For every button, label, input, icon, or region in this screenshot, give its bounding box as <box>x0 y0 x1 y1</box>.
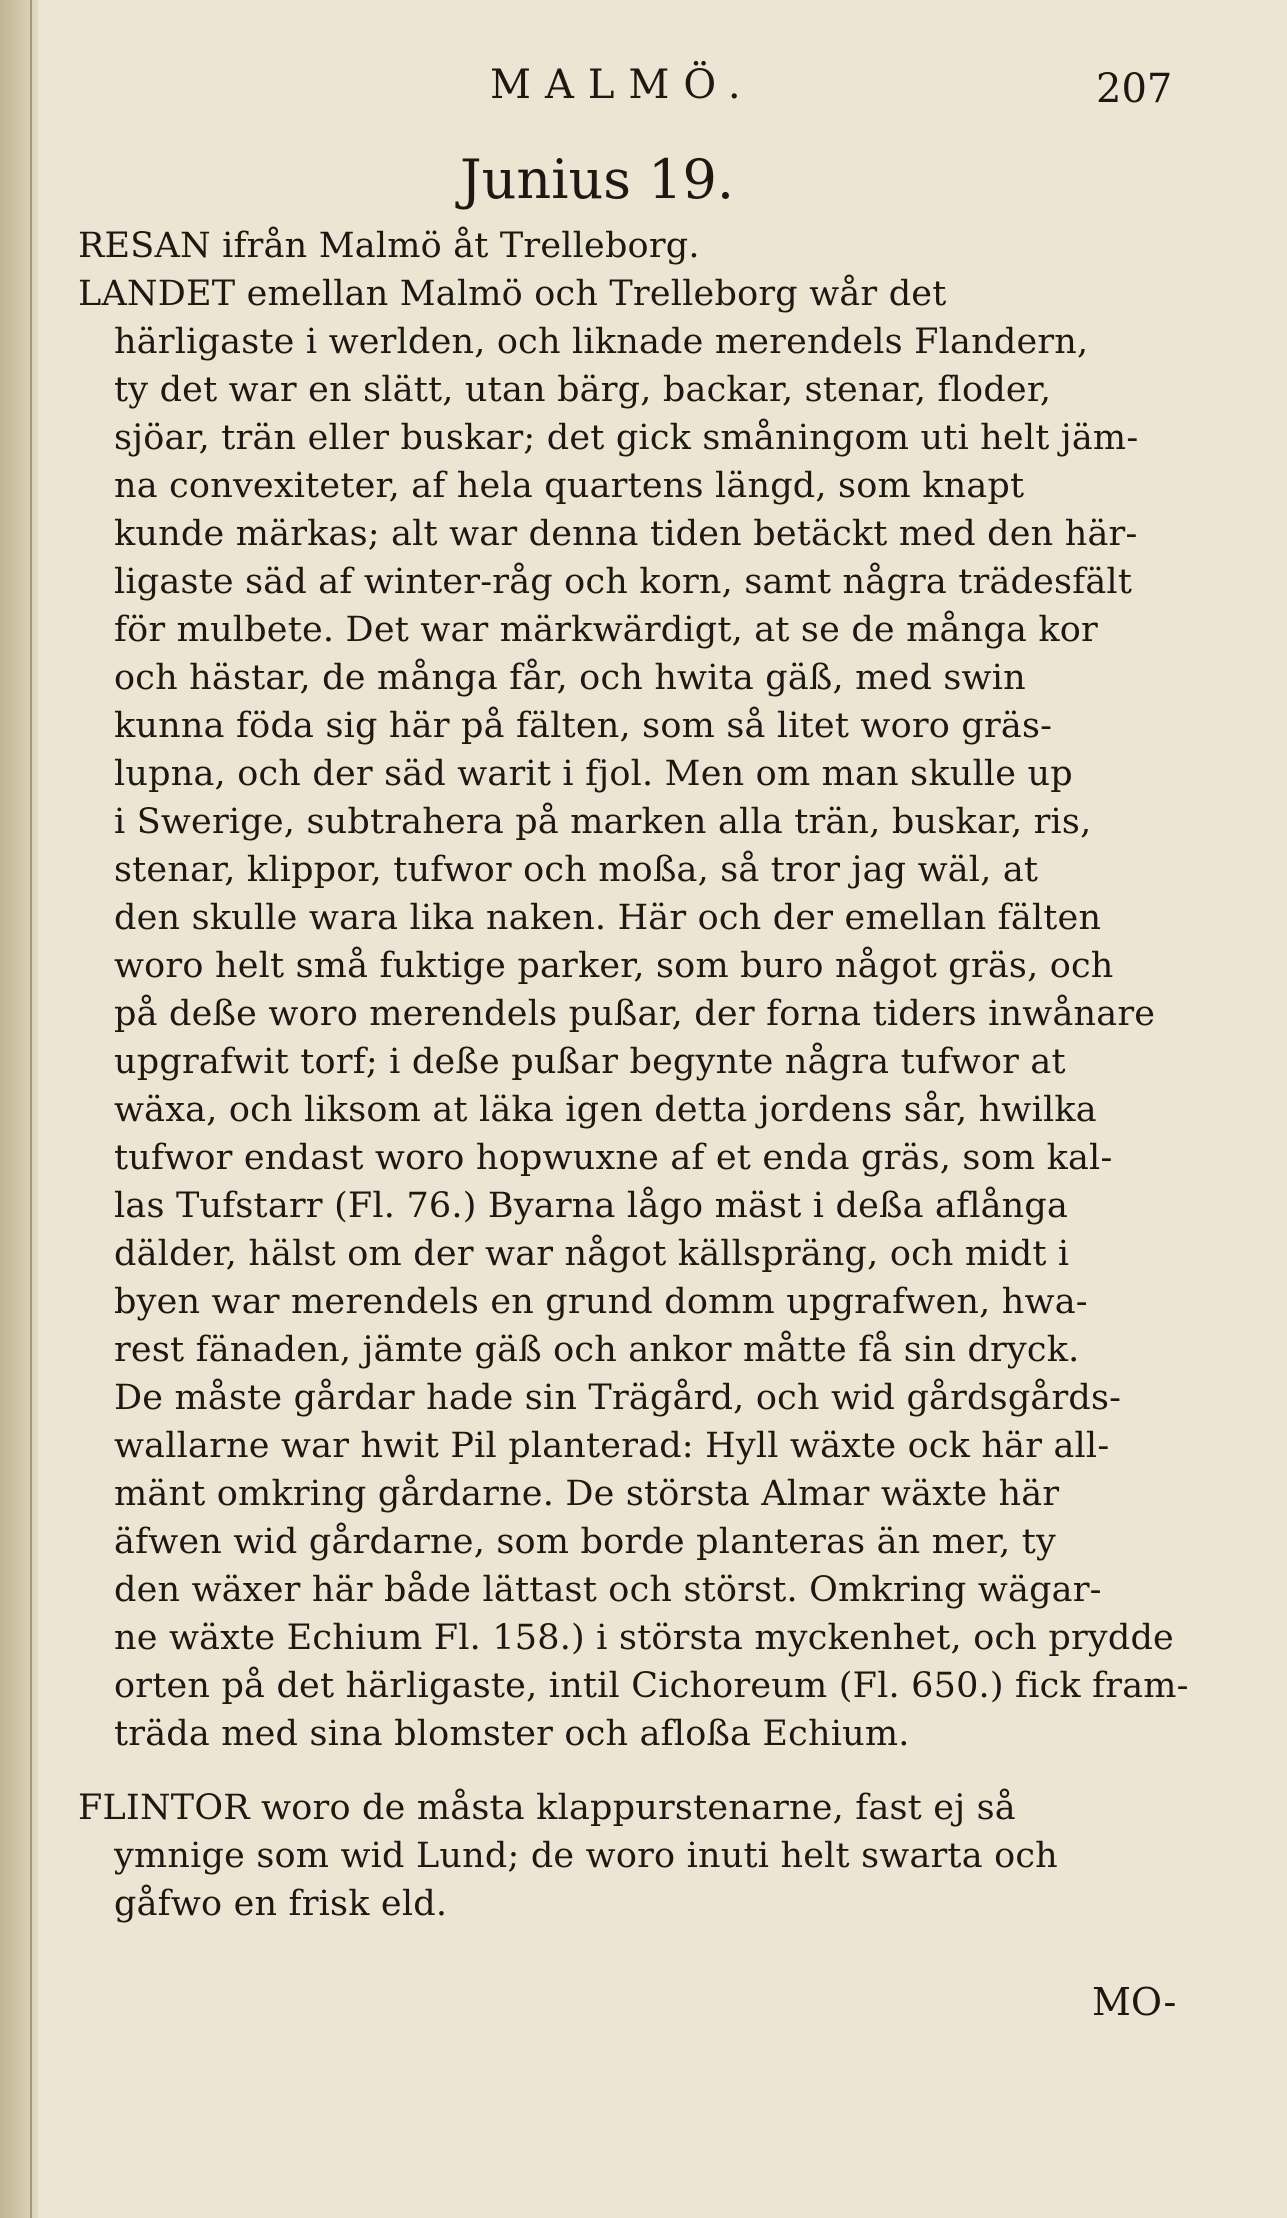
text-line: FLINTOR woro de måsta klappurstenarne, fast ej så <box>78 1788 1016 1828</box>
text-line: RESAN ifrån Malmö åt Trelleborg. <box>78 226 700 266</box>
text-line: wallarne war hwit Pil planterad: Hyll wäxte ock här all- <box>114 1426 1110 1466</box>
paragraph-gap <box>78 1758 1198 1784</box>
body-text <box>78 222 1198 1928</box>
text-line: las Tufstarr (Fl. 76.) Byarna lågo mäst i deßa aflånga <box>114 1186 1069 1226</box>
page-gutter <box>0 0 38 2218</box>
text-line: mänt omkring gårdarne. De största Almar wäxte här <box>114 1474 1060 1514</box>
page-number: 207 <box>1096 66 1173 112</box>
text-line: LANDET emellan Malmö och Trelleborg wår det <box>78 274 947 314</box>
text-line: och hästar, de många får, och hwita gäß, med swin <box>114 658 1026 698</box>
text-line: dälder, hälst om der war något källspräng, och midt i <box>114 1234 1070 1274</box>
text-line: woro helt små fuktige parker, som buro något gräs, och <box>114 946 1114 986</box>
date-heading: Junius 19. <box>460 148 735 211</box>
text-line: den wäxer här både lättast och störst. Omkring wägar- <box>114 1570 1102 1610</box>
text-line: rest fänaden, jämte gäß och ankor måtte få sin dryck. <box>114 1330 1080 1370</box>
running-head: MALMÖ. <box>490 62 755 108</box>
text-line: wäxa, och liksom at läka igen detta jordens sår, hwilka <box>114 1090 1097 1130</box>
text-line: gåfwo en frisk eld. <box>114 1884 448 1924</box>
text-line: för mulbete. Det war märkwärdigt, at se de många kor <box>114 610 1098 650</box>
text-line: stenar, klippor, tufwor och moßa, så tror jag wäl, at <box>114 850 1039 890</box>
binding-edge <box>30 0 32 2218</box>
text-line: ligaste säd af winter-råg och korn, samt några trädesfält <box>114 562 1133 602</box>
text-line: tufwor endast woro hopwuxne af et enda gräs, som kal- <box>114 1138 1113 1178</box>
text-line: äfwen wid gårdarne, som borde planteras än mer, ty <box>114 1522 1057 1562</box>
text-line: lupna, och der säd warit i fjol. Men om man skulle up <box>114 754 1073 794</box>
page-header <box>0 62 1287 122</box>
text-line: na convexiteter, af hela quartens längd, som knapt <box>114 466 1025 506</box>
text-line: ty det war en slätt, utan bärg, backar, stenar, floder, <box>114 370 1052 410</box>
text-line: orten på det härligaste, intil Cichoreum (Fl. 650.) fick fram- <box>114 1666 1189 1706</box>
text-line: ne wäxte Echium Fl. 158.) i största myckenhet, och prydde <box>114 1618 1174 1658</box>
text-line: träda med sina blomster och afloßa Echium. <box>114 1714 910 1754</box>
text-line: upgrafwit torf; i deße pußar begynte några tufwor at <box>114 1042 1066 1082</box>
text-line: på deße woro merendels pußar, der forna tiders inwånare <box>114 994 1156 1034</box>
text-line: i Swerige, subtrahera på marken alla trän, buskar, ris, <box>114 802 1092 842</box>
text-line: härligaste i werlden, och liknade merendels Flandern, <box>114 322 1089 362</box>
text-line: sjöar, trän eller buskar; det gick småningom uti helt jäm- <box>114 418 1139 458</box>
text-line: byen war merendels en grund domm upgrafwen, hwa- <box>114 1282 1088 1322</box>
text-line: De måste gårdar hade sin Trägård, och wid gårdsgårds- <box>114 1378 1122 1418</box>
text-line: kunde märkas; alt war denna tiden betäckt med den här- <box>114 514 1138 554</box>
catchword: MO- <box>1092 1980 1177 2024</box>
text-line: kunna föda sig här på fälten, som så litet woro gräs- <box>114 706 1053 746</box>
text-line: ymnige som wid Lund; de woro inuti helt swarta och <box>114 1836 1058 1876</box>
text-line: den skulle wara lika naken. Här och der emellan fälten <box>114 898 1102 938</box>
